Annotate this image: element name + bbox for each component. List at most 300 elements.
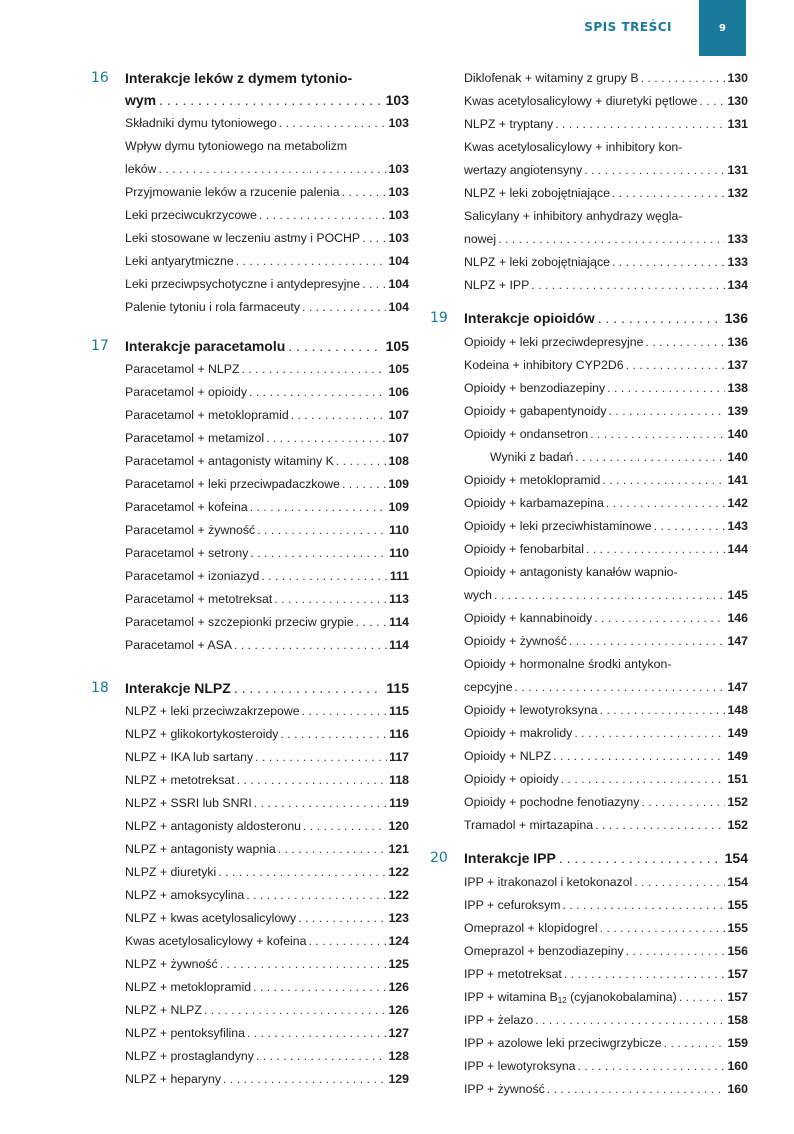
toc-entry[interactable] [125,404,409,427]
toc-entry-page: 114 [389,638,409,652]
toc-entry-text: NLPZ + diuretyki [125,865,217,879]
toc-entry[interactable] [464,1032,748,1055]
toc-entry-page: 147 [727,634,748,648]
toc-entry-page: 104 [388,300,409,314]
leader-dots [291,404,387,427]
leader-dots [602,469,725,492]
toc-entry-text: Opioidy + ondansetron [464,427,589,441]
leader-dots [336,450,387,473]
toc-entry-text: Omeprazol + klopidogrel [464,921,598,935]
leader-dots [600,699,726,722]
toc-entry-page: 114 [389,615,409,629]
leader-dots [253,976,386,999]
toc-entry[interactable] [125,273,409,296]
toc-entry-text: Opioidy + kannabinoidy [464,611,593,625]
leader-dots [547,1078,726,1101]
toc-entry-page: 109 [388,500,409,514]
toc-entry[interactable] [464,113,748,136]
toc-entry-text-line1: Kwas acetylosalicylowy + inhibitory kon- [464,140,683,154]
chapter-number: 18 [91,680,109,696]
toc-entry[interactable] [464,182,748,205]
leader-dots [278,838,387,861]
toc-entry-text: NLPZ + amoksycylina [125,888,245,902]
toc-entry[interactable] [125,953,409,976]
toc-entry[interactable] [125,135,409,181]
toc-entry-page: 113 [389,592,409,606]
toc-entry-text: Paracetamol + kofeina [125,500,248,514]
toc-entry[interactable] [125,588,409,611]
toc-entry-text-line1: Salicylany + inhibitory anhydrazy węgla- [464,209,683,223]
toc-entry[interactable] [125,296,409,319]
toc-entry[interactable] [464,814,748,837]
toc-entry[interactable] [125,723,409,746]
toc-entry[interactable] [464,136,748,182]
toc-entry-text: wych [464,588,493,602]
toc-entry-text: NLPZ + żywność [125,957,218,971]
toc-entry[interactable] [125,746,409,769]
toc-entry-text: Kwas acetylosalicylowy + diuretyki pętlowe [464,94,698,108]
toc-entry-page: 123 [388,911,409,925]
toc-entry-page: 120 [388,819,409,833]
chapter-page: 154 [724,850,748,866]
leader-dots [256,1045,387,1068]
toc-entry-text: NLPZ + pentoksyfilina [125,1026,245,1040]
toc-entry[interactable] [464,894,748,917]
chapter-title-row[interactable] [464,850,748,866]
toc-entry-text: Opioidy + metoklopramid [464,473,601,487]
leader-dots [274,588,387,611]
toc-entry[interactable] [464,722,748,745]
toc-entry[interactable] [125,519,409,542]
toc-entry-page: 151 [727,772,748,786]
leader-dots [607,377,725,400]
leader-dots [234,680,384,696]
leader-dots [204,999,387,1022]
toc-entry-page: 103 [388,162,409,176]
toc-entry-text: Paracetamol + żywność [125,523,256,537]
running-header-title: SPIS TREŚCI [584,20,672,34]
toc-entry[interactable] [464,607,748,630]
toc-entry-text: NLPZ + kwas acetylosalicylowy [125,911,297,925]
toc-entry-text: Opioidy + benzodiazepiny [464,381,606,395]
chapter-title: Interakcje IPP [464,850,556,866]
toc-entry-text: Opioidy + leki przeciwdepresyjne [464,335,644,349]
toc-entry-text: NLPZ + NLPZ [125,1003,202,1017]
toc-entry-page: 155 [727,921,748,935]
toc-entry-page: 127 [388,1026,409,1040]
toc-entry-text: Opioidy + gabapentynoidy [464,404,607,418]
toc-entry[interactable] [464,917,748,940]
chapter-title-row[interactable] [125,680,409,696]
toc-entry-page: 132 [727,186,748,200]
toc-entry[interactable] [464,90,748,113]
leader-dots [362,273,386,296]
toc-entry-page: 157 [727,967,748,981]
toc-entry-page: 105 [388,362,409,376]
toc-entry[interactable] [464,653,748,699]
toc-entry[interactable] [125,861,409,884]
leader-dots [223,1068,386,1091]
toc-entry-page: 154 [727,875,748,889]
toc-entry-text: Palenie tytoniu i rola farmaceuty [125,300,300,314]
toc-entry-text: IPP + cefuroksym [464,898,561,912]
toc-entry[interactable] [464,1078,748,1101]
toc-entry-text: Przyjmowanie leków a rzucenie palenia [125,185,340,199]
toc-entry[interactable] [125,565,409,588]
toc-entry-page: 147 [727,680,748,694]
toc-entry-page: 128 [388,1049,409,1063]
leader-dots [645,331,725,354]
toc-entry-page: 148 [727,703,748,717]
toc-entry-text: Opioidy + fenobarbital [464,542,584,556]
toc-entry-text: Paracetamol + metotreksat [125,592,273,606]
leader-dots [559,850,722,866]
leader-dots [561,768,726,791]
toc-entry-page: 103 [388,116,409,130]
page-number-box [699,0,746,56]
toc-entry-page: 159 [727,1036,748,1050]
toc-entry[interactable] [464,400,748,423]
leader-dots [159,92,383,108]
toc-entry[interactable] [125,1068,409,1091]
toc-entry-page: 110 [389,523,409,537]
toc-entry-text: Leki przeciwpsychotyczne i antydepresyjne [125,277,361,291]
toc-entry-page: 122 [388,888,409,902]
toc-entry[interactable] [464,768,748,791]
page-number: 9 [719,22,726,34]
toc-entry-text-line1: Wpływ dymu tytoniowego na metabolizm [125,139,348,153]
toc-entry[interactable] [464,963,748,986]
toc-entry-page: 103 [388,231,409,245]
leader-dots [654,515,726,538]
leader-dots [279,112,387,135]
toc-entry-text: IPP + itrakonazol i ketokonazol [464,875,633,889]
toc-entry[interactable] [464,515,748,538]
toc-entry[interactable] [125,907,409,930]
leader-dots [234,634,387,657]
toc-entry-text: IPP + żelazo [464,1013,534,1027]
toc-entry-page: 141 [727,473,748,487]
chapter-page: 103 [385,92,409,108]
toc-entry-page: 133 [727,232,748,246]
leader-dots [257,519,387,542]
toc-entry[interactable] [464,469,748,492]
toc-entry-text: NLPZ + tryptany [464,117,554,131]
toc-entry-page: 115 [389,704,409,718]
toc-entry-text: Leki przeciwcukrzycowe [125,208,257,222]
toc-entry-text: Paracetamol + setrony [125,546,249,560]
toc-entry-page: 160 [727,1082,748,1096]
toc-entry-text: Paracetamol + opioidy [125,385,248,399]
toc-entry-page: 104 [388,254,409,268]
toc-entry[interactable] [125,1045,409,1068]
toc-entry[interactable] [125,884,409,907]
toc-entry-page: 124 [388,934,409,948]
toc-entry-page: 152 [727,818,748,832]
leader-dots [590,423,725,446]
toc-entry-text: Paracetamol + izoniazyd [125,569,260,583]
leader-dots [612,251,726,274]
toc-entry[interactable] [125,542,409,565]
toc-entry-text: IPP + metotreksat [464,967,562,981]
toc-entry[interactable] [464,423,748,446]
toc-entry[interactable] [125,930,409,953]
toc-entry[interactable] [125,976,409,999]
leader-dots [626,940,726,963]
toc-entry-text: Opioidy + lewotyroksyna [464,703,598,717]
toc-entry[interactable] [125,815,409,838]
leader-dots [679,986,726,1009]
leader-dots [609,400,726,423]
leader-dots [288,338,382,354]
toc-entry-page: 126 [388,980,409,994]
toc-entry-text: Diklofenak + witaminy z grupy B [464,71,639,85]
chapter-number: 16 [91,70,109,86]
toc-entry-text: Opioidy + leki przeciwhistaminowe [464,519,652,533]
toc-entry-text: Opioidy + żywność [464,634,567,648]
chapter-page: 115 [386,680,409,696]
toc-entry-page: 158 [727,1013,748,1027]
leader-dots [569,630,726,653]
toc-entry-page: 130 [727,71,748,85]
toc-entry[interactable] [464,331,748,354]
chapter-title-line1: Interakcje leków z dymem tytonio- [125,70,353,86]
toc-entry[interactable] [464,492,748,515]
toc-entry[interactable] [464,1009,748,1032]
leader-dots [594,607,725,630]
toc-entry[interactable] [125,450,409,473]
leader-dots [237,769,387,792]
leader-dots [303,815,386,838]
toc-entry[interactable] [464,354,748,377]
toc-entry-page: 133 [727,255,748,269]
toc-entry-text: NLPZ + heparyny [125,1072,222,1086]
toc-entry-text: NLPZ + metotreksat [125,773,235,787]
toc-entry-text: Paracetamol + antagonisty witaminy K [125,454,334,468]
toc-entry-page: 142 [727,496,748,510]
chapter-title-row[interactable] [125,338,409,354]
leader-dots [612,182,726,205]
toc-entry-text: Leki antyarytmiczne [125,254,234,268]
toc-entry-text: IPP + lewotyroksyna [464,1059,576,1073]
toc-entry-text [464,986,677,1010]
toc-entry[interactable] [464,1055,748,1078]
chapter-title-row[interactable] [125,92,409,108]
toc-entry-text: leków [125,162,157,176]
toc-entry-page: 109 [388,477,409,491]
toc-entry-text: Paracetamol + NLPZ [125,362,240,376]
toc-entry-text: NLPZ + antagonisty wapnia [125,842,276,856]
leader-dots [362,227,386,250]
toc-entry-page: 125 [388,957,409,971]
toc-entry[interactable] [464,871,748,894]
toc-entry-text: NLPZ + prostaglandyny [125,1049,254,1063]
leader-dots [218,861,386,884]
toc-entry-page: 122 [388,865,409,879]
toc-entry[interactable] [464,67,748,90]
leader-dots [515,676,726,699]
leader-dots [342,181,387,204]
toc-entry-text: Paracetamol + metamizol [125,431,265,445]
toc-entry-text: NLPZ + leki zobojętniające [464,186,610,200]
leader-dots [562,894,725,917]
leader-dots [586,538,725,561]
toc-entry[interactable] [464,377,748,400]
toc-entry-text: Składniki dymu tytoniowego [125,116,277,130]
leader-dots [241,358,386,381]
toc-entry-text: NLPZ + SSRI lub SNRI [125,796,252,810]
toc-entry[interactable] [464,538,748,561]
leader-dots [564,963,726,986]
subscript: 12 [557,996,567,1005]
toc-entry-text: Opioidy + makrolidy [464,726,573,740]
leader-dots [342,473,387,496]
toc-entry-page: 130 [727,94,748,108]
toc-entry-text: Wyniki z badań [490,450,574,464]
toc-entry-page: 155 [727,898,748,912]
toc-entry[interactable] [464,630,748,653]
toc-entry-page: 157 [727,990,748,1004]
leader-dots [302,296,386,319]
toc-entry-text: Omeprazol + benzodiazepiny [464,944,624,958]
chapter-number: 20 [430,850,448,866]
toc-entry[interactable] [125,427,409,450]
toc-entry-page: 134 [727,278,748,292]
toc-entry-page: 118 [389,773,409,787]
leader-dots [280,723,387,746]
toc-entry-page: 104 [388,277,409,291]
leader-dots [600,917,726,940]
toc-entry-text: Paracetamol + metoklopramid [125,408,289,422]
toc-entry-page: 131 [727,117,748,131]
toc-entry-text: Kodeina + inhibitory CYP2D6 [464,358,624,372]
toc-entry[interactable] [125,112,409,135]
toc-entry-text: NLPZ + leki zobojętniające [464,255,610,269]
toc-entry-text: Paracetamol + ASA [125,638,232,652]
toc-entry-text: IPP + żywność [464,1082,545,1096]
toc-entry-text-line1: Opioidy + antagonisty kanałów wapnio- [464,565,678,579]
toc-entry[interactable] [464,745,748,768]
toc-entry-text: Opioidy + NLPZ [464,749,552,763]
leader-dots [641,67,726,90]
toc-entry[interactable] [125,634,409,657]
leader-dots [250,496,387,519]
toc-entry[interactable] [125,358,409,381]
leader-dots [641,791,725,814]
toc-entry[interactable] [464,940,748,963]
toc-entry-page: 103 [388,208,409,222]
chapter-number: 19 [430,310,448,326]
toc-entry[interactable] [464,205,748,251]
chapter-number: 17 [91,338,109,354]
chapter-title: Interakcje NLPZ [125,680,231,696]
toc-entry[interactable] [125,227,409,250]
toc-entry[interactable] [125,792,409,815]
toc-entry-page: 107 [388,408,409,422]
leader-dots [634,871,725,894]
toc-entry-page: 144 [727,542,748,556]
toc-entry-page: 143 [727,519,748,533]
toc-entry[interactable] [125,700,409,723]
toc-entry-text: Kwas acetylosalicylowy + kofeina [125,934,307,948]
leader-dots [261,565,388,588]
leader-dots [249,381,386,404]
toc-entry[interactable] [125,1022,409,1045]
leader-dots [236,250,387,273]
toc-entry-page: 126 [388,1003,409,1017]
leader-dots [250,542,387,565]
toc-entry[interactable] [464,791,748,814]
leader-dots [259,204,387,227]
leader-dots [266,427,386,450]
leader-dots [555,113,725,136]
toc-entry-page: 140 [727,427,748,441]
toc-entry-page: 152 [727,795,748,809]
toc-entry[interactable] [125,769,409,792]
leader-dots [553,745,725,768]
leader-dots [356,611,388,634]
toc-entry[interactable] [464,986,748,1009]
toc-entry-page: 156 [727,944,748,958]
leader-dots [494,584,725,607]
toc-entry[interactable] [125,838,409,861]
toc-entry-text: NLPZ + IKA lub sartany [125,750,254,764]
leader-dots [308,930,386,953]
toc-entry-text: nowej [464,232,497,246]
chapter-title: Interakcje opioidów [464,310,595,326]
toc-entry-page: 108 [388,454,409,468]
toc-entry[interactable] [464,251,748,274]
toc-entry-text: wertazy angiotensyny [464,163,583,177]
toc-entry-page: 116 [389,727,409,741]
leader-dots [574,722,725,745]
toc-entry-text: NLPZ + metoklopramid [125,980,252,994]
toc-entry-page: 137 [727,358,748,372]
toc-entry-text: NLPZ + leki przeciwzakrzepowe [125,704,300,718]
toc-entry[interactable] [125,250,409,273]
toc-entry[interactable] [490,446,748,469]
chapter-page: 136 [724,310,748,326]
toc-entry[interactable] [125,473,409,496]
toc-entry[interactable] [464,561,748,607]
leader-dots [664,1032,726,1055]
toc-entry[interactable] [125,204,409,227]
toc-entry-page: 103 [388,185,409,199]
toc-entry[interactable] [125,999,409,1022]
toc-entry[interactable] [125,381,409,404]
leader-dots [246,884,386,907]
toc-entry-text: Opioidy + opioidy [464,772,559,786]
leader-dots [255,746,387,769]
toc-entry-text: NLPZ + glikokortykosteroidy [125,727,279,741]
toc-entry-page: 140 [727,450,748,464]
toc-entry[interactable] [125,181,409,204]
chapter-title-row[interactable] [464,310,748,326]
leader-dots [699,90,725,113]
leader-dots [598,310,722,326]
toc-entry[interactable] [125,496,409,519]
toc-entry-page: 107 [388,431,409,445]
leader-dots [575,446,725,469]
toc-entry-text: Paracetamol + leki przeciwpadaczkowe [125,477,340,491]
toc-entry[interactable] [464,699,748,722]
toc-entry[interactable] [125,611,409,634]
toc-entry[interactable] [464,274,748,297]
toc-entry-page: 149 [727,749,748,763]
toc-entry-text-part: (cyjanokobalamina) [566,990,677,1004]
toc-entry-page: 131 [727,163,748,177]
toc-entry-page: 145 [727,588,748,602]
